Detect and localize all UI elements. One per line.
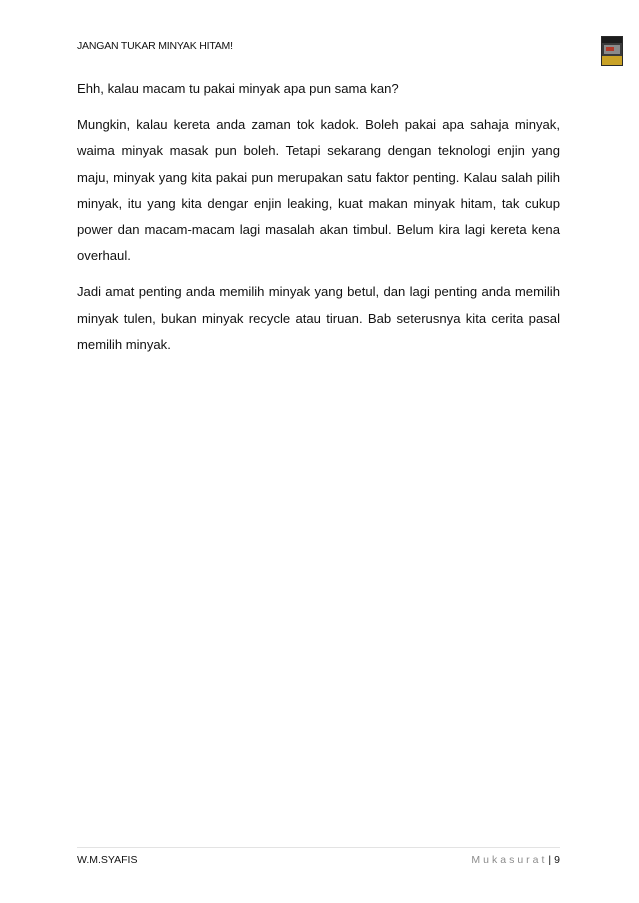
paragraph-conclusion: Jadi amat penting anda memilih minyak yang betul, dan lagi penting anda memilih minyak tulen, bukan minyak recycle atau tiruan. Bab seterusnya kita cerita pasal memilih minyak. bbox=[77, 284, 560, 352]
paragraph-question: Ehh, kalau macam tu pakai minyak apa pun sama kan? bbox=[77, 81, 399, 96]
book-cover-thumbnail-icon bbox=[601, 36, 623, 66]
paragraph-explanation: Mungkin, kalau kereta anda zaman tok kadok. Boleh pakai apa sahaja minyak, waima minyak masak pun boleh. Tetapi sekarang dengan teknologi enjin yang maju, minyak yang kita pakai pun merupakan satu faktor penting. Kalau salah pilih minyak, itu yang kita dengar enjin leaking, kuat makan minyak hitam, tak cukup power dan macam-macam lagi masalah akan timbul. Belum kira lagi kereta kena overhaul. bbox=[77, 117, 560, 264]
page-content bbox=[77, 76, 560, 368]
footer-page-info bbox=[471, 854, 560, 866]
footer-page-label: Mukasurat bbox=[471, 854, 548, 866]
page-footer bbox=[77, 847, 560, 870]
footer-page-number: 9 bbox=[554, 854, 560, 866]
footer-author: W.M.SYAFIS bbox=[77, 854, 138, 866]
header-title: JANGAN TUKAR MINYAK HITAM! bbox=[77, 40, 233, 52]
footer-separator: | bbox=[548, 854, 552, 866]
